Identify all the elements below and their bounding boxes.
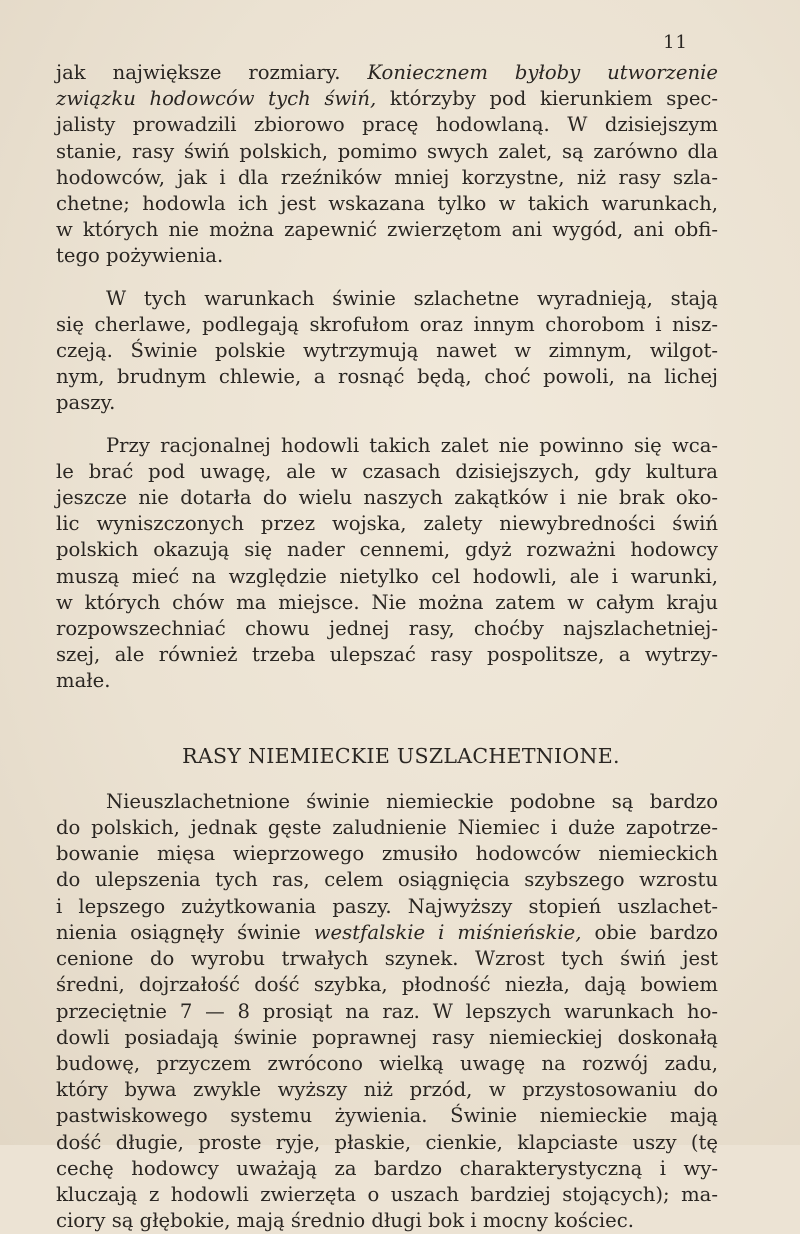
text-run: lic wyniszczonych przez wojska, zalety niewybredności świń bbox=[56, 512, 718, 536]
text-line bbox=[56, 894, 718, 920]
text-line bbox=[56, 511, 718, 537]
text-run: w których nie można zapewnić zwierzętom ani wygód, ani obfi- bbox=[56, 218, 718, 242]
text-line bbox=[56, 191, 718, 217]
text-line bbox=[56, 243, 718, 269]
page-number: 11 bbox=[663, 32, 688, 53]
text-run: dowli posiadają świnie poprawnej rasy niemieckiej doskonałą bbox=[56, 1025, 718, 1049]
text-line bbox=[56, 364, 718, 390]
italic-run: Koniecznem byłoby utworzenie bbox=[367, 61, 719, 84]
text-line bbox=[56, 789, 718, 815]
text-line bbox=[56, 841, 718, 867]
text-line bbox=[56, 165, 718, 191]
text-line bbox=[56, 972, 718, 998]
text-run: jeszcze nie dotarła do wielu naszych zakątków i nie brak oko- bbox=[56, 486, 718, 510]
body-text bbox=[56, 60, 718, 1234]
text-run: ciory są głębokie, mają średnio długi bok i mocny kościec. bbox=[56, 1209, 634, 1233]
text-run: nym, brudnym chlewie, a rosnąć będą, choć powoli, na lichej bbox=[56, 365, 718, 389]
text-run: czeją. Świnie polskie wytrzymują nawet w zimnym, wilgot- bbox=[56, 339, 718, 363]
text-run: i lepszego zużytkowania paszy. Najwyższy stopień uszlachet- bbox=[56, 894, 718, 918]
text-run: do ulepszenia tych ras, celem osiągnięcia szybszego wzrostu bbox=[56, 868, 718, 892]
italic-run: westfalskie i miśnieńskie, bbox=[313, 920, 582, 944]
text-line bbox=[56, 1051, 718, 1077]
text-run: w których chów ma miejsce. Nie można zatem w całym kraju bbox=[56, 590, 718, 614]
text-run: obie bardzo bbox=[581, 920, 719, 944]
text-run: rozpowszechniać chowu jednej rasy, choćby najszlachetniej- bbox=[56, 617, 718, 641]
text-line bbox=[56, 433, 718, 459]
text-run: przeciętnie 7 — 8 prosiąt na raz. W lepszych warunkach ho- bbox=[56, 999, 718, 1023]
text-run: hodowców, jak i dla rzeźników mniej korzystne, niż rasy szla- bbox=[56, 165, 718, 189]
italic-run: związku hodowców tych świń, bbox=[56, 87, 377, 111]
text-line bbox=[56, 642, 718, 668]
intro-paragraphs bbox=[56, 60, 718, 695]
text-line bbox=[56, 485, 718, 511]
text-line bbox=[56, 999, 718, 1025]
text-line bbox=[56, 459, 718, 485]
text-run: polskich okazują się nader cennemi, gdyż rozważni hodowcy bbox=[56, 538, 718, 562]
text-run: jak największe rozmiary. bbox=[56, 61, 368, 84]
text-line bbox=[56, 616, 718, 642]
text-line bbox=[56, 668, 718, 694]
text-run: dość długie, proste ryje, płaskie, cienkie, klapciaste uszy (tę bbox=[56, 1130, 718, 1154]
text-line bbox=[56, 1025, 718, 1051]
text-line bbox=[56, 564, 718, 590]
text-run: Przy racjonalnej hodowli takich zalet nie powinno się wca- bbox=[106, 433, 718, 457]
text-run: nienia osiągnęły świnie bbox=[56, 920, 314, 944]
text-run: cenione do wyrobu trwałych szynek. Wzrost tych świń jest bbox=[56, 947, 718, 971]
paragraph-gap bbox=[56, 417, 718, 433]
text-run: W tych warunkach świnie szlachetne wyradnieją, stają bbox=[106, 286, 718, 310]
text-run: cechę hodowcy uważają za bardzo charakterystyczną i wy- bbox=[56, 1156, 718, 1180]
text-run: się cherlawe, podlegają skrofułom oraz innym chorobom i nisz- bbox=[56, 312, 718, 336]
text-run: paszy. bbox=[56, 391, 116, 415]
text-line bbox=[56, 1077, 718, 1103]
text-run: muszą mieć na względzie nietylko cel hodowli, ale i warunki, bbox=[56, 564, 718, 588]
text-line bbox=[56, 946, 718, 972]
text-run: jalisty prowadzili zbiorowo pracę hodowlaną. W dzisiejszym bbox=[56, 113, 718, 137]
text-run: tego pożywienia. bbox=[56, 244, 224, 268]
text-line bbox=[56, 1130, 718, 1156]
paragraph-gap bbox=[56, 270, 718, 286]
text-run: chetne; hodowla ich jest wskazana tylko w takich warunkach, bbox=[56, 192, 718, 216]
text-line bbox=[56, 815, 718, 841]
text-line bbox=[56, 312, 718, 338]
text-run: kluczają z hodowli zwierzęta o uszach bardziej stojących); ma- bbox=[56, 1182, 718, 1206]
text-line bbox=[56, 590, 718, 616]
text-run: do polskich, jednak gęste zaludnienie Niemiec i duże zapotrze- bbox=[56, 816, 718, 840]
paragraph bbox=[56, 286, 718, 417]
text-line bbox=[56, 867, 718, 893]
paragraph bbox=[56, 433, 718, 695]
text-run: pastwiskowego systemu żywienia. Świnie niemieckie mają bbox=[56, 1104, 718, 1128]
text-line bbox=[56, 1156, 718, 1182]
text-run: le brać pod uwagę, ale w czasach dzisiejszych, gdy kultura bbox=[56, 459, 718, 483]
text-run: którzyby pod kierunkiem spec- bbox=[376, 87, 719, 111]
paragraph bbox=[56, 60, 718, 270]
text-run: który bywa zwykle wyższy niż przód, w przystosowaniu do bbox=[56, 1078, 718, 1102]
section-heading: RASY NIEMIECKIE USZLACHETNIONE. bbox=[182, 743, 620, 768]
text-line bbox=[56, 139, 718, 165]
text-line bbox=[56, 60, 718, 86]
text-line bbox=[56, 390, 718, 416]
section-paragraphs bbox=[56, 789, 718, 1234]
text-run: stanie, rasy świń polskich, pomimo swych zalet, są zarówno dla bbox=[56, 139, 718, 163]
text-run: szej, ale również trzeba ulepszać rasy pospolitsze, a wytrzy- bbox=[56, 643, 718, 667]
text-line bbox=[56, 1208, 718, 1234]
text-run: małe. bbox=[56, 669, 111, 693]
text-line bbox=[56, 217, 718, 243]
text-run: Nieuszlachetnione świnie niemieckie podobne są bardzo bbox=[106, 789, 718, 813]
text-line bbox=[56, 920, 718, 946]
text-line bbox=[56, 1182, 718, 1208]
text-run: średni, dojrzałość dość szybka, płodność niezła, dają bowiem bbox=[56, 973, 718, 997]
text-line bbox=[56, 86, 718, 112]
text-line bbox=[56, 286, 718, 312]
text-run: budowę, przyczem zwrócono wielką uwagę na rozwój zadu, bbox=[56, 1051, 718, 1075]
text-line bbox=[56, 537, 718, 563]
text-line bbox=[56, 1103, 718, 1129]
paragraph bbox=[56, 789, 718, 1234]
text-line bbox=[56, 112, 718, 138]
text-line bbox=[56, 338, 718, 364]
text-run: bowanie mięsa wieprzowego zmusiło hodowców niemieckich bbox=[56, 842, 718, 866]
